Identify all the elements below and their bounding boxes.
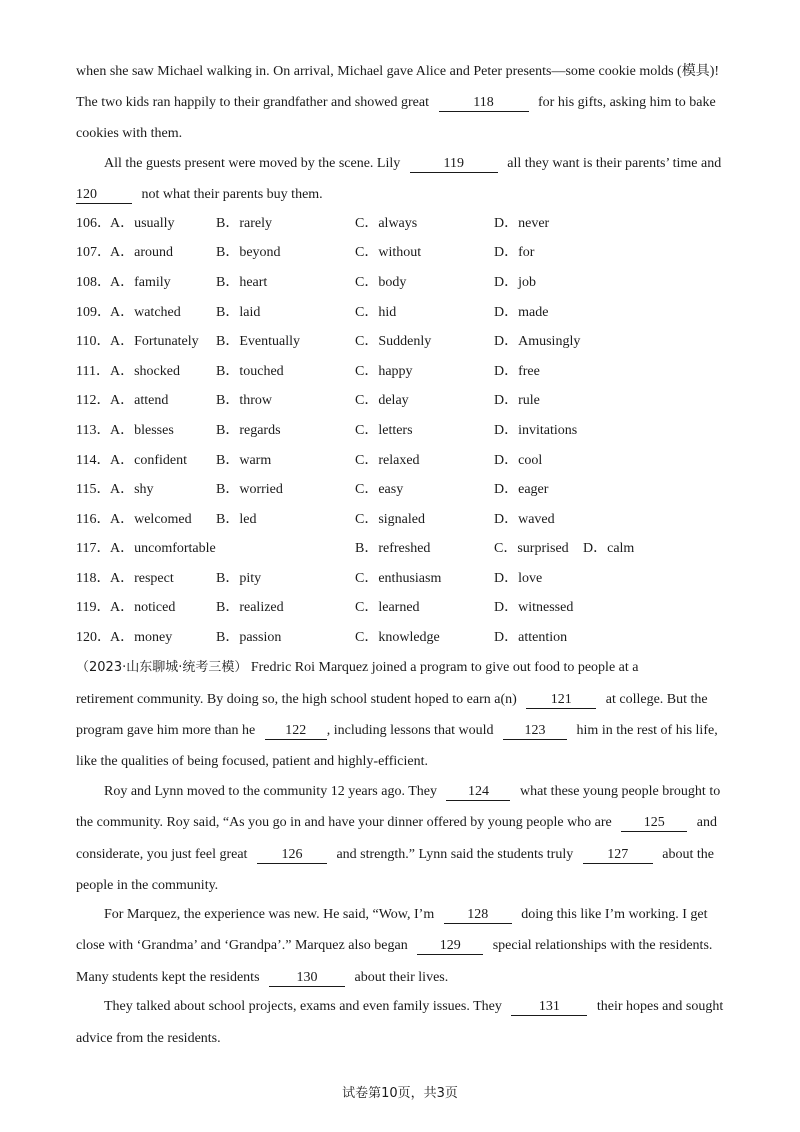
passage-text: and (696, 815, 717, 830)
passage-text: Roy and Lynn moved to the community 12 years ago. They (104, 784, 437, 799)
passage-text: special relationships with the residents. (492, 938, 713, 953)
option-b[interactable]: B．realized (216, 600, 284, 615)
option-b[interactable]: B．throw (216, 393, 272, 408)
passage-line (76, 185, 724, 205)
page-footer: 试卷第10页，共3页 (342, 1086, 458, 1101)
passage-text: program gave him more than he (76, 723, 256, 738)
option-d[interactable]: D．love (494, 571, 543, 586)
passage-text: all they want is their parents’ time and (507, 156, 722, 171)
option-a[interactable]: A．usually (110, 216, 175, 231)
option-b[interactable]: B．warm (216, 453, 272, 468)
passage-line (76, 782, 724, 802)
question-number: 112． (76, 393, 111, 408)
option-b[interactable]: B．heart (216, 275, 268, 290)
blank-119: 119 (410, 156, 498, 173)
option-d[interactable]: D．free (494, 364, 540, 379)
question-number: 115． (76, 482, 111, 497)
option-c[interactable]: C．always (355, 216, 418, 231)
option-a[interactable]: A．money (110, 630, 173, 645)
option-b[interactable]: B．pity (216, 571, 262, 586)
passage-line (76, 658, 724, 678)
passage-text: at college. But the (605, 692, 708, 707)
option-d[interactable]: D．eager (494, 482, 549, 497)
question-number: 120． (76, 630, 111, 645)
option-b[interactable]: B．regards (216, 423, 281, 438)
blank-123: 123 (503, 723, 567, 740)
passage-text: when she saw Michael walking in. On arrival, Michael gave Alice and Peter presents—some cookie molds (模具)! (76, 64, 720, 79)
option-d[interactable]: D．for (494, 245, 535, 260)
option-c[interactable]: C．surprised (494, 541, 569, 556)
question-number: 111． (76, 364, 110, 379)
option-a[interactable]: A．family (110, 275, 171, 290)
option-d[interactable]: D．calm (583, 541, 635, 556)
passage-text: Fredric Roi Marquez joined a program to give out food to people at a (250, 660, 639, 675)
passage-line (76, 690, 724, 710)
passage-text: what these young people brought to (519, 784, 721, 799)
passage-text: their hopes and sought (596, 999, 724, 1014)
passage-line (76, 997, 724, 1017)
blank-118: 118 (439, 95, 529, 112)
blank-129: 129 (417, 938, 483, 955)
option-c[interactable]: C．letters (355, 423, 413, 438)
option-b[interactable]: B．Eventually (216, 334, 300, 349)
blank-128: 128 (444, 907, 512, 924)
option-d[interactable]: D．waved (494, 512, 555, 527)
option-a[interactable]: A．watched (110, 305, 181, 320)
passage-text: , including lessons that would (326, 723, 494, 738)
passage-text: and strength.” Lynn said the students truly (336, 847, 574, 862)
option-c[interactable]: C．knowledge (355, 630, 440, 645)
source-tag: （2023·山东聊城·统考三模） (76, 660, 248, 675)
question-number: 117． (76, 541, 111, 556)
passage-text: close with ‘Grandma’ and ‘Grandpa’.” Marquez also began (76, 938, 408, 953)
blank-124: 124 (446, 784, 510, 801)
passage-line (76, 876, 724, 896)
option-a[interactable]: A．uncomfortable (110, 541, 216, 556)
question-number: 106． (76, 216, 111, 231)
option-d[interactable]: D．job (494, 275, 536, 290)
passage-text: They talked about school projects, exams and even family issues. They (104, 999, 502, 1014)
passage-text: about the (662, 847, 714, 862)
passage-line (76, 968, 724, 988)
blank-120: 120 (76, 187, 132, 204)
option-c[interactable]: C．enthusiasm (355, 571, 442, 586)
passage-line (76, 721, 724, 741)
blank-121: 121 (526, 692, 596, 709)
option-a[interactable]: A．around (110, 245, 173, 260)
option-a[interactable]: A．confident (110, 453, 187, 468)
option-c[interactable]: C．easy (355, 482, 404, 497)
passage-text: doing this like I’m working. I get (521, 907, 708, 922)
passage-line (76, 154, 724, 174)
passage-line (76, 62, 724, 82)
blank-130: 130 (269, 970, 345, 987)
option-d[interactable]: D．made (494, 305, 549, 320)
blank-125: 125 (621, 815, 687, 832)
blank-131: 131 (511, 999, 587, 1016)
option-c[interactable]: C．hid (355, 305, 397, 320)
option-a[interactable]: A．shocked (110, 364, 180, 379)
option-b[interactable]: B．beyond (216, 245, 281, 260)
option-a[interactable]: A．noticed (110, 600, 176, 615)
passage-text: For Marquez, the experience was new. He said, “Wow, I’m (104, 907, 435, 922)
passage-line (76, 124, 724, 144)
passage-text: like the qualities of being focused, patient and highly-efficient. (76, 754, 428, 769)
passage-line (76, 905, 724, 925)
option-d[interactable]: D．Amusingly (494, 334, 581, 349)
passage-text: the community. Roy said, “As you go in and have your dinner offered by young people who are (76, 815, 612, 830)
question-number: 110． (76, 334, 111, 349)
passage-text: not what their parents buy them. (141, 187, 323, 202)
option-c[interactable]: C．learned (355, 600, 420, 615)
option-d[interactable]: D．invitations (494, 423, 578, 438)
option-d[interactable]: D．rule (494, 393, 540, 408)
option-b[interactable]: B．laid (216, 305, 261, 320)
option-d[interactable]: D．attention (494, 630, 568, 645)
blank-126: 126 (257, 847, 327, 864)
blank-127: 127 (583, 847, 653, 864)
passage-text: for his gifts, asking him to bake (538, 95, 716, 110)
option-c[interactable]: C．relaxed (355, 453, 420, 468)
question-number: 114． (76, 453, 111, 468)
passage-text: advice from the residents. (76, 1031, 221, 1046)
option-d[interactable]: D．witnessed (494, 600, 574, 615)
question-number: 108． (76, 275, 111, 290)
option-c[interactable]: C．Suddenly (355, 334, 432, 349)
passage-line (76, 1029, 724, 1049)
option-b[interactable]: B．touched (216, 364, 284, 379)
option-c[interactable]: C．signaled (355, 512, 425, 527)
passage-text: The two kids ran happily to their grandfather and showed great (76, 95, 430, 110)
passage-line (76, 93, 724, 113)
option-a[interactable]: A．shy (110, 482, 154, 497)
option-d[interactable]: D．never (494, 216, 550, 231)
option-a[interactable]: A．respect (110, 571, 174, 586)
question-number: 113． (76, 423, 111, 438)
passage-line (76, 813, 724, 833)
passage-text: about their lives. (354, 970, 449, 985)
question-number: 118． (76, 571, 111, 586)
passage-text: cookies with them. (76, 126, 183, 141)
option-d[interactable]: D．cool (494, 453, 543, 468)
passage-text: All the guests present were moved by the scene. Lily (104, 156, 401, 171)
option-b[interactable]: B．passion (216, 630, 282, 645)
question-number: 107． (76, 245, 111, 260)
passage-text: retirement community. By doing so, the high school student hoped to earn a(n) (76, 692, 517, 707)
question-number: 109． (76, 305, 111, 320)
passage-text: Many students kept the residents (76, 970, 260, 985)
option-c[interactable]: C．happy (355, 364, 413, 379)
blank-122: 122 (265, 723, 327, 740)
question-number: 116． (76, 512, 111, 527)
option-b[interactable]: B．worried (216, 482, 283, 497)
passage-text: considerate, you just feel great (76, 847, 248, 862)
option-a[interactable]: A．welcomed (110, 512, 192, 527)
option-c[interactable]: C．delay (355, 393, 409, 408)
option-b[interactable]: B．led (216, 512, 257, 527)
option-c[interactable]: C．without (355, 245, 422, 260)
option-b[interactable]: B．refreshed (355, 541, 431, 556)
passage-text: people in the community. (76, 878, 219, 893)
passage-line (76, 752, 724, 772)
passage-text: him in the rest of his life, (576, 723, 718, 738)
option-a[interactable]: A．blesses (110, 423, 174, 438)
option-a[interactable]: A．attend (110, 393, 169, 408)
option-c[interactable]: C．body (355, 275, 407, 290)
passage-line (76, 845, 724, 865)
question-number: 119． (76, 600, 111, 615)
passage-line (76, 936, 724, 956)
option-b[interactable]: B．rarely (216, 216, 272, 231)
option-a[interactable]: A．Fortunately (110, 334, 199, 349)
